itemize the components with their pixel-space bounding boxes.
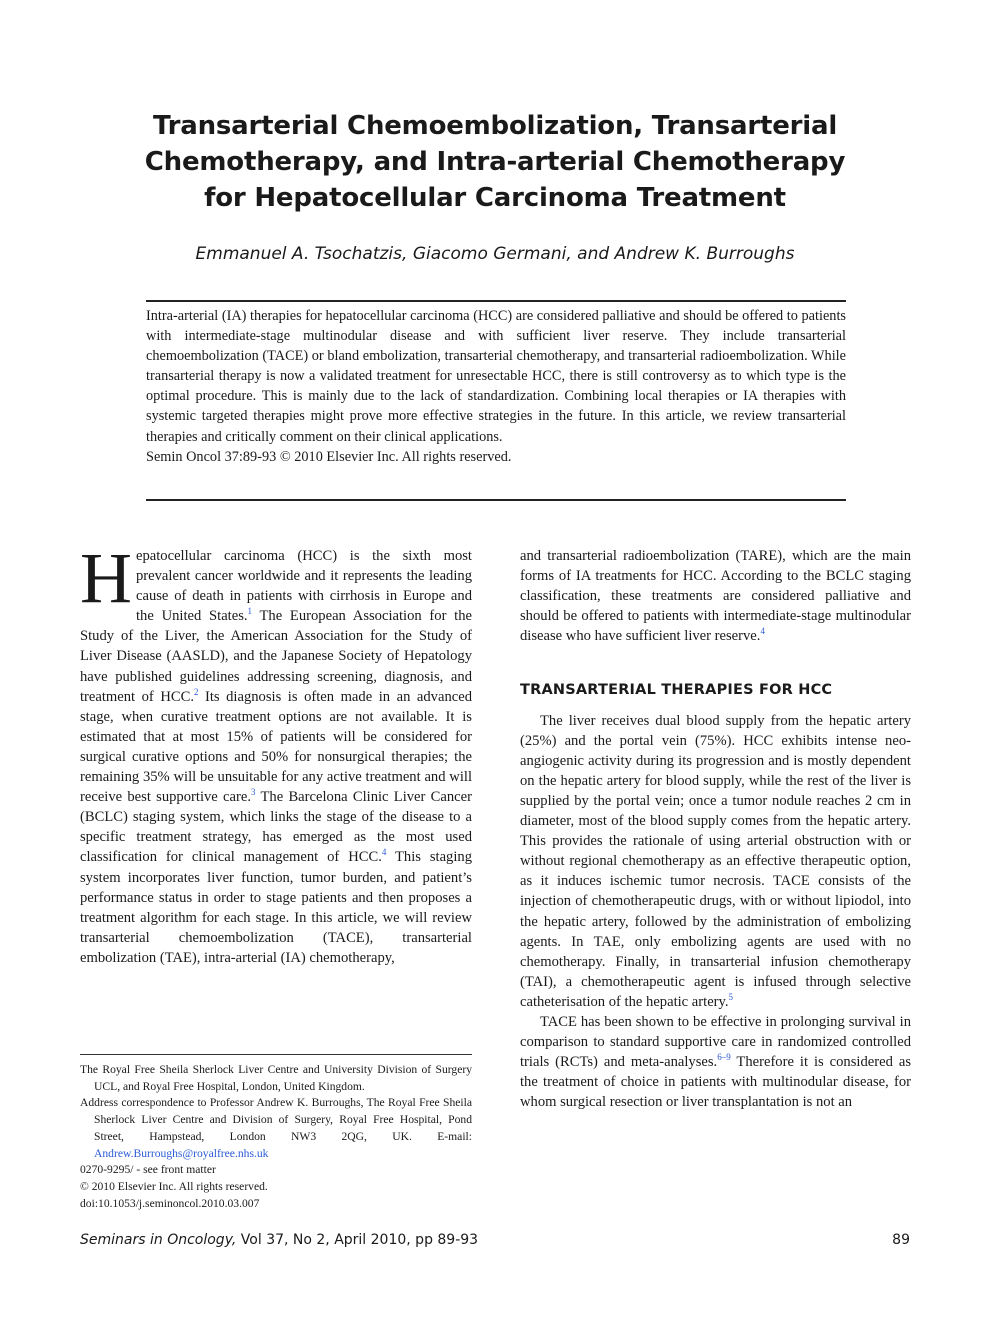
title-line: for Hepatocellular Carcinoma Treatment (204, 183, 786, 213)
issn-note: 0270-9295/ - see front matter (80, 1163, 216, 1177)
text-span: This staging system incorporates liver function, tumor burden, and patient’s performance status in order to stage patients and then proposes a treatment algorithm for each stage. In this article, we will review transarterial chemoembolization (TACE), transarterial embolization (TAE), intra-arterial (IA) chemotherapy, (80, 849, 472, 966)
correspondence-text: Address correspondence to Professor Andrew K. Burroughs, The Royal Free Sheila Sherlock Liver Centre and Division of Surgery, Royal Free Hospital, Pond Street, Hampstead, London NW3 2QG, UK. E-mail: (80, 1096, 472, 1143)
text-span: The Barcelona Clinic Liver Cancer (BCLC) staging system, which links the stage of the disease to a specific treatment strategy, has emerged as the most used classification for clinical management of HCC. (80, 789, 472, 866)
abstract-body: Intra-arterial (IA) therapies for hepatocellular carcinoma (HCC) are considered palliative and should be offered to patients with intermediate-stage multinodular disease and with sufficient liver reserve. They include transarterial chemoembolization (TACE) or bland embolization, transarterial chemotherapy, and transarterial radioembolization. While transarterial therapy is now a validated treatment for unresectable HCC, there is still controversy as to which type is the optimal procedure. This is mainly due to the lack of standardization. Combining local therapies or IA therapies with systemic targeted therapies might prove more effective strategies in the future. In this article, we review transarterial therapies and critically comment on their clinical applications. (146, 308, 846, 445)
title-line: Chemotherapy, and Intra-arterial Chemotherapy (144, 147, 846, 177)
reference-link[interactable]: 6–9 (717, 1052, 731, 1063)
abstract-top-rule (146, 300, 846, 302)
drop-cap: H (80, 538, 132, 618)
reference-link[interactable]: 1 (247, 606, 253, 617)
email-link[interactable]: Andrew.Burroughs@royalfree.nhs.uk (94, 1146, 269, 1160)
intro-paragraph (80, 538, 472, 968)
reference-link[interactable]: 4 (381, 847, 387, 858)
text-span: The European Association for the Study of the Liver, the American Association for the Study of Liver Disease (AASLD), and the Japanese Society of Hepatology have published guidelines addressing screening, diagnosis, and treatment of HCC. (80, 608, 472, 705)
reference-link[interactable]: 5 (728, 992, 734, 1003)
text-span: Its diagnosis is often made in an advanced stage, when curative treatment options are not available. It is estimated that at most 15% of patients will be considered for surgical curative options and 50% for nonsurgical therapies; the remaining 35% will be unsuitable for any active treatment and will receive best supportive care. (80, 688, 472, 806)
doi-note: doi:10.1053/j.seminoncol.2010.03.007 (80, 1196, 260, 1210)
article-title (100, 108, 890, 216)
text-span: TACE has been shown to be effective in prolonging survival in comparison to standard supportive care in randomized controlled trials (RCTs) and meta-analyses. (520, 1013, 911, 1071)
section-heading: TRANSARTERIAL THERAPIES FOR HCC (520, 682, 833, 699)
body-paragraph (520, 711, 911, 1012)
correspondence-note (80, 1095, 472, 1162)
right-column (520, 546, 911, 1112)
text-span: and transarterial radioembolization (TARE), which are the main forms of IA treatments for HCC. According to the BCLC staging classification, these treatments are considered palliative and should be offered to patients with intermediate-stage multinodular disease who have sufficient liver reserve. (520, 548, 911, 645)
reference-link[interactable]: 4 (760, 626, 765, 637)
journal-footer (80, 1232, 478, 1248)
footnote-rule (80, 1054, 472, 1055)
footnotes (80, 1062, 472, 1212)
copyright-note: © 2010 Elsevier Inc. All rights reserved. (80, 1179, 268, 1193)
affiliation-note: The Royal Free Sheila Sherlock Liver Centre and University Division of Surgery UCL, and Royal Free Hospital, London, United Kingdom. (80, 1063, 472, 1093)
abstract (146, 306, 846, 467)
body-paragraph (520, 546, 911, 646)
journal-name: Seminars in Oncology, (80, 1232, 237, 1248)
abstract-citation: Semin Oncol 37:89-93 © 2010 Elsevier Inc. All rights reserved. (146, 448, 512, 465)
text-span: epatocellular carcinoma (HCC) is the sixth most prevalent cancer worldwide and it represents the leading cause of death in patients with cirrhosis in Europe and the United States. (136, 548, 472, 625)
author-list: Emmanuel A. Tsochatzis, Giacomo Germani, and Andrew K. Burroughs (195, 244, 795, 264)
text-span: Therefore it is considered as the treatment of choice in patients with multinodular disease, for whom surgical resection or liver transplantation is not an (520, 1054, 911, 1111)
body-paragraph (520, 1012, 911, 1112)
reference-link[interactable]: 2 (193, 686, 199, 697)
text-span: The liver receives dual blood supply from the hepatic artery (25%) and the portal vein (75%). HCC exhibits intense neo-angiogenic activity during its progression and is mostly dependent on the hepatic artery for blood supply, while the rest of the liver is supplied by the portal vein; once a tumor nodule reaches 2 cm in diameter, most of the blood supply comes from the hepatic artery. This provides the rationale of using arterial obstruction with or without regional chemotherapy as an effective therapeutic option, as it induces ischemic tumor necrosis. TACE consists of the injection of chemotherapeutic drugs, with or without lipiodol, into the hepatic artery, followed by the administration of embolizing agents. In TAE, only embolizing agents are used with no chemotherapy. Finally, in transarterial infusion chemotherapy (TAI), a chemotherapeutic agent is infused through selective catheterisation of the hepatic artery. (520, 712, 911, 1010)
journal-details: Vol 37, No 2, April 2010, pp 89-93 (236, 1232, 479, 1248)
title-line: Transarterial Chemoembolization, Transarterial (152, 111, 838, 141)
left-column (80, 538, 472, 968)
reference-link[interactable]: 3 (250, 787, 256, 798)
page-number: 89 (892, 1232, 910, 1248)
abstract-bottom-rule (146, 499, 846, 501)
